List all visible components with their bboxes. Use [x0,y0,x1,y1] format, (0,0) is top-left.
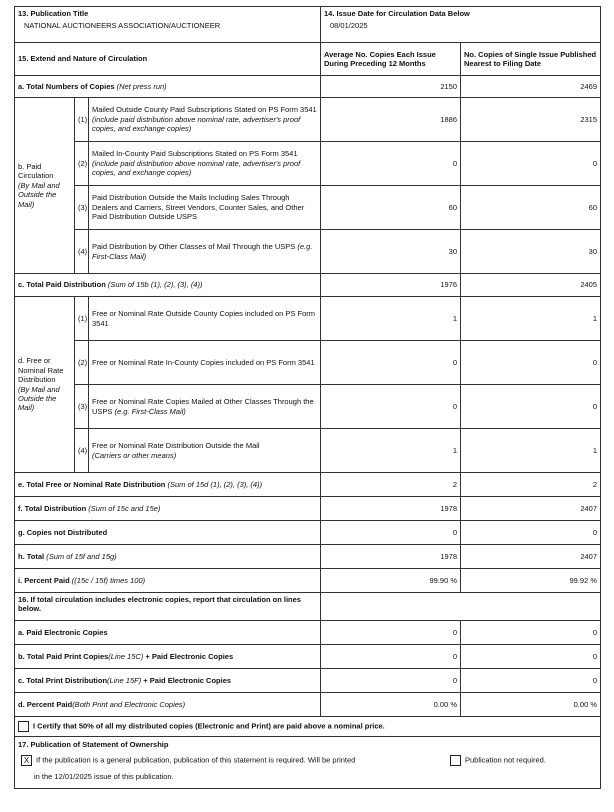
value-single-issue: 2315 [461,98,601,142]
table-row [15,142,601,186]
free-group-cell [15,297,75,473]
publication-title-value: NATIONAL AUCTIONEERS ASSOCIATION/AUCTIONEER [24,21,221,31]
table-row [15,669,601,693]
line-number: (1) [75,297,89,341]
row-note: (Sum of 15f and 15g) [46,551,117,561]
row-text: Paid Distribution by Other Classes of Mail Through the USPS [92,242,296,252]
table-row [15,545,601,569]
value-average: 1 [321,297,461,341]
value-average: 1886 [321,98,461,142]
row-label: d. Percent Paid [18,699,73,709]
value-average: 1978 [321,545,461,569]
value-single-issue: 1 [461,429,601,473]
row-label: g. Copies not Distributed [18,527,108,537]
issue-date-cell [321,7,601,43]
row-note: (Net press run) [116,81,167,91]
table-row [15,621,601,645]
value-single-issue: 2407 [461,497,601,521]
table-row [15,497,601,521]
section-17-title: 17. Publication of Statement of Ownership [18,740,169,749]
table-row [15,297,601,341]
line-number: (4) [75,230,89,274]
table-row [15,569,601,593]
value-single-issue: 30 [461,230,601,274]
value-average: 1978 [321,497,461,521]
row-label: c. Total Paid Distribution [18,280,106,290]
general-publication-checkbox[interactable]: X [21,755,32,766]
extent-label: 15. Extend and Nature of Circulation [15,43,321,76]
value-single-issue: 2407 [461,545,601,569]
table-row [15,76,601,98]
value-average: 0 [321,645,461,669]
row-label: a. Total Numbers of Copies [18,81,115,91]
row-label: h. Total [18,551,45,561]
line-number: (1) [75,98,89,142]
row-note: (e.g. First-Class Mail) [92,242,313,261]
publication-title-label: 13. Publication Title [18,9,89,18]
value-single-issue: 0 [461,669,601,693]
row-note: (Sum of 15d (1), (2), (3), (4)) [167,479,263,489]
value-single-issue: 0 [461,621,601,645]
table-row [15,521,601,545]
publication-title-cell [15,7,321,43]
certify-row [15,717,601,737]
value-average: 99.90 % [321,569,461,593]
value-average: 1976 [321,274,461,297]
table-row [15,385,601,429]
table-row [15,341,601,385]
paid-group-cell [15,98,75,274]
row-note: (Line 15C) [108,651,144,661]
row-tail: + Paid Electronic Copies [143,651,234,661]
free-group-note: (By Mail and Outside the Mail) [18,384,60,413]
value-single-issue: 60 [461,186,601,230]
value-average: 0 [321,621,461,645]
value-single-issue: 0 [461,341,601,385]
value-single-issue: 2 [461,473,601,497]
value-average: 0.00 % [321,693,461,717]
certify-text: I Certify that 50% of all my distributed copies (Electronic and Print) are paid above a nominal price. [33,721,385,731]
table-row [15,473,601,497]
row-text: Free or Nominal Rate Outside County Copies included on PS Form 3541 [92,309,316,328]
circulation-form [14,6,600,789]
line-number: (2) [75,142,89,186]
value-single-issue: 0 [461,645,601,669]
value-single-issue: 0 [461,521,601,545]
free-group-label: d. Free or Nominal Rate Distribution [18,356,64,385]
line-number: (2) [75,341,89,385]
value-average: 0 [321,385,461,429]
value-average: 2 [321,473,461,497]
row-note: (Sum of 15c and 15e) [88,503,161,513]
row-text: Paid Distribution Outside the Mails Including Sales Through Dealers and Carriers, Street Vendors, Counter Sales, and Other Paid Distribution Outside USPS [92,193,305,222]
paid-group-label: b. Paid Circulation [18,162,54,181]
value-single-issue: 0 [461,142,601,186]
row-text: Mailed Outside County Paid Subscriptions Stated on PS Form 3541 [92,105,317,115]
row-label: i. Percent Paid [18,575,70,585]
row-note: (Line 15F) [107,675,142,685]
section-17-cell [15,737,601,789]
line-number: (3) [75,186,89,230]
not-required-checkbox[interactable] [450,755,461,766]
issue-date-label: 14. Issue Date for Circulation Data Below [324,9,470,18]
table-row [15,429,601,473]
row-label: c. Total Print Distribution [18,675,108,685]
value-single-issue: 1 [461,297,601,341]
paid-group-note: (By Mail and Outside the Mail) [18,180,60,209]
value-single-issue: 0.00 % [461,693,601,717]
row-text: Mailed In-County Paid Subscriptions Stated on PS Form 3541 [92,149,298,159]
issue-date-value: 08/01/2025 [330,21,368,31]
row-note: (include paid distribution above nominal rate, advertiser's proof copies, and exchange copies) [92,114,301,134]
line-number: (4) [75,429,89,473]
value-average: 0 [321,142,461,186]
table-row [15,230,601,274]
row-tail: + Paid Electronic Copies [141,675,232,685]
row-text: Free or Nominal Rate In-County Copies included on PS Form 3541 [92,357,315,367]
row-note: (Carriers or other means) [92,450,177,460]
table-row [15,693,601,717]
certify-checkbox[interactable] [18,721,29,732]
value-single-issue: 99.92 % [461,569,601,593]
row-label: e. Total Free or Nominal Rate Distribution [18,479,166,489]
value-average: 30 [321,230,461,274]
value-average: 0 [321,341,461,385]
not-required-label: Publication not required. [465,755,546,765]
value-average: 0 [321,521,461,545]
section-17-line2: in the 12/01/2025 issue of this publication. [34,772,174,782]
section-16-title: 16. If total circulation includes electronic copies, report that circulation on lines below. [15,593,321,621]
table-row [15,274,601,297]
value-single-issue: 2405 [461,274,601,297]
row-note: (Sum of 15b (1), (2), (3), (4)) [107,280,203,290]
row-note: (include paid distribution above nominal rate, advertiser's proof copies, and exchange copies) [92,158,301,178]
column-header-single-issue: No. Copies of Single Issue Published Nearest to Filing Date [461,43,601,76]
row-text: Free or Nominal Rate Copies Mailed at Other Classes Through the USPS [92,397,314,416]
value-single-issue: 0 [461,385,601,429]
row-note: ((15c / 15f) times 100) [71,575,146,585]
value-average: 2150 [321,76,461,98]
row-text: Free or Nominal Rate Distribution Outside the Mail [92,441,260,451]
row-label: b. Total Paid Print Copies [18,651,109,661]
line-number: (3) [75,385,89,429]
value-average: 0 [321,669,461,693]
table-row [15,186,601,230]
value-average: 1 [321,429,461,473]
row-label: a. Paid Electronic Copies [18,627,108,637]
column-header-average: Average No. Copies Each Issue During Preceding 12 Months [321,43,461,76]
value-average: 60 [321,186,461,230]
table-row [15,98,601,142]
table-row [15,645,601,669]
value-single-issue: 2469 [461,76,601,98]
row-note: (e.g. First-Class Mail) [114,406,186,416]
section-17-line1: If the publication is a general publication, publication of this statement is required. Will be printed [36,755,356,765]
row-note: (Both Print and Electronic Copies) [72,699,186,709]
row-label: f. Total Distribution [18,503,87,513]
